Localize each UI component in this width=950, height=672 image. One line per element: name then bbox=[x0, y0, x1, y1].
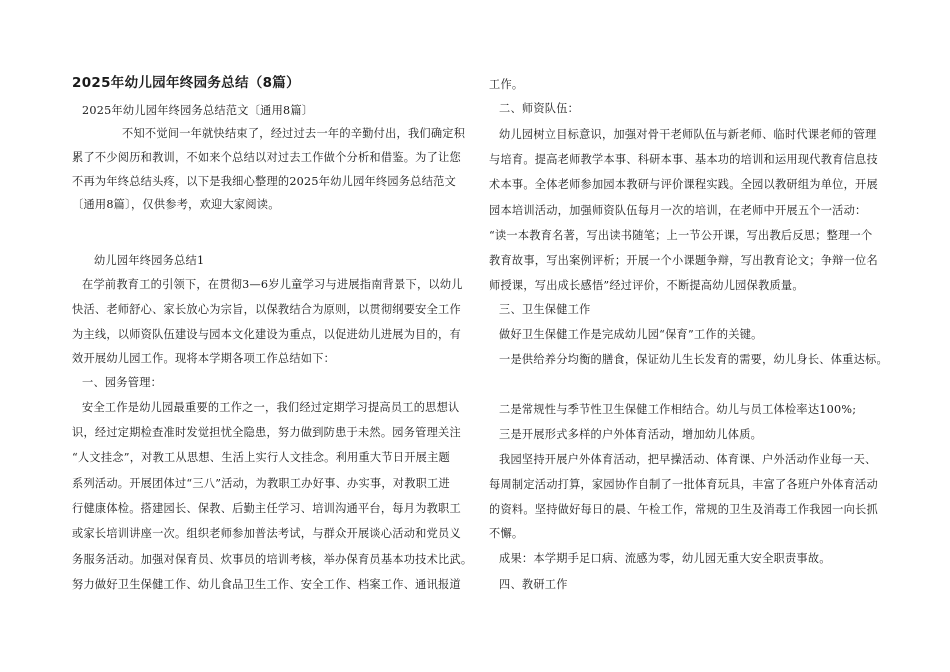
section-heading: 三、卫生保健工作 bbox=[499, 303, 591, 316]
paragraph-line: 行健康体检。搭建园长、保教、后勤主任学习、培训沟通平台，每月为教职工 bbox=[72, 502, 461, 515]
paragraph-line: 术本事。全体老师参加园本教研与评价课程实践。全园以教研组为单位，开展 bbox=[489, 178, 878, 191]
paragraph-line: 做好卫生保健工作是完成幼儿园“保育”工作的关键。 bbox=[499, 328, 763, 341]
paragraph-line: 在学前教育工的引领下，在贯彻3—6岁儿童学习与进展指南背景下，以幼儿 bbox=[82, 278, 463, 291]
section-heading: 四、教研工作 bbox=[499, 578, 568, 591]
paragraph-line: 的资料。坚持做好每日的晨、午检工作，常规的卫生及消毒工作我园一向长抓 bbox=[489, 503, 878, 516]
paragraph-line: 成果：本学期手足口病、流感为零，幼儿园无重大安全职责事故。 bbox=[499, 552, 831, 565]
paragraph-line: 三是开展形式多样的户外体育活动，增加幼儿体质。 bbox=[499, 428, 763, 441]
paragraph-line: 识，经过定期检查准时发觉担忧全隐患，努力做到防患于未然。园务管理关注 bbox=[72, 426, 461, 439]
paragraph-line: 师授课，写出成长感悟”经过评价，不断提高幼儿园保教质量。 bbox=[489, 279, 804, 292]
paragraph-line: 教育故事，写出案例评析；开展一个小课题争辩，写出教育论文；争辩一位名 bbox=[489, 254, 878, 267]
paragraph-line: 不懈。 bbox=[489, 527, 524, 540]
paragraph-line: 园本培训活动，加强师资队伍每月一次的培训，在老师中开展五个一活动： bbox=[489, 204, 867, 217]
paragraph-line: 每周制定活动打算，家园协作自制了一批体育玩具，丰富了各班户外体育活动 bbox=[489, 478, 878, 491]
section-heading: 幼儿园年终园务总结1 bbox=[94, 254, 205, 267]
paragraph-line: 幼儿园树立目标意识，加强对骨干老师队伍与新老师、临时代课老师的管理 bbox=[499, 128, 877, 141]
paragraph-line: 〔通用8篇〕，仅供参考，欢迎大家阅读。 bbox=[72, 198, 280, 211]
paragraph-line: 二是常规性与季节性卫生保健工作相结合。幼儿与员工体检率达100%; bbox=[499, 403, 857, 416]
paragraph-line: 不知不觉间一年就快结束了，经过过去一年的辛勤付出，我们确定积 bbox=[122, 127, 466, 140]
paragraph-line: 累了不少阅历和教训，不如来个总结以对过去工作做个分析和借鉴。为了让您 bbox=[72, 151, 461, 164]
paragraph-line: 一是供给养分均衡的膳食，保证幼儿生长发育的需要，幼儿身长、体重达标。 bbox=[499, 353, 888, 366]
document-title: 2025年幼儿园年终园务总结（8篇） bbox=[72, 75, 300, 91]
section-heading: 二、师资队伍： bbox=[499, 102, 580, 115]
paragraph-line: “人文挂念”，对教工从思想、生活上实行人文挂念。利用重大节日开展主题 bbox=[72, 451, 450, 464]
paragraph-line: 努力做好卫生保健工作、幼儿食品卫生工作、安全工作、档案工作、通讯报道 bbox=[72, 578, 461, 591]
paragraph-line: 为主线，以师资队伍建设与园本文化建设为重点，以促进幼儿进展为目的，有 bbox=[72, 328, 461, 341]
paragraph-line: 效开展幼儿园工作。现将本学期各项工作总结如下： bbox=[72, 352, 336, 365]
paragraph-line: 工作。 bbox=[489, 78, 524, 91]
paragraph-line: 系列活动。开展团体过“三八”活动，为教职工办好事、办实事，对教职工进 bbox=[72, 477, 450, 490]
paragraph-line: 或家长培训讲座一次。组织老师参加普法考试，与群众开展谈心活动和党员义 bbox=[72, 527, 461, 540]
paragraph-line: “读一本教育名著，写出读书随笔；上一节公开课，写出教后反思；整理一个 bbox=[489, 229, 873, 242]
document-subtitle: 2025年幼儿园年终园务总结范文〔通用8篇〕 bbox=[82, 104, 314, 117]
paragraph-line: 不再为年终总结头疼，以下是我细心整理的2025年幼儿园年终园务总结范文 bbox=[72, 175, 457, 188]
paragraph-line: 务服务活动。加强对保育员、炊事员的培训考核，举办保育员基本功技术比武。 bbox=[72, 553, 473, 566]
section-heading: 一、园务管理： bbox=[82, 376, 163, 389]
paragraph-line: 与培育。提高老师教学本事、科研本事、基本功的培训和运用现代教育信息技 bbox=[489, 153, 878, 166]
paragraph-line: 快活、老师舒心、家长放心为宗旨，以保教结合为原则，以贯彻纲要安全工作 bbox=[72, 303, 461, 316]
paragraph-line: 安全工作是幼儿园最重要的工作之一，我们经过定期学习提高员工的思想认 bbox=[82, 401, 460, 414]
paragraph-line: 我园坚持开展户外体育活动，把早操活动、体育课、户外活动作业每一天、 bbox=[499, 453, 877, 466]
